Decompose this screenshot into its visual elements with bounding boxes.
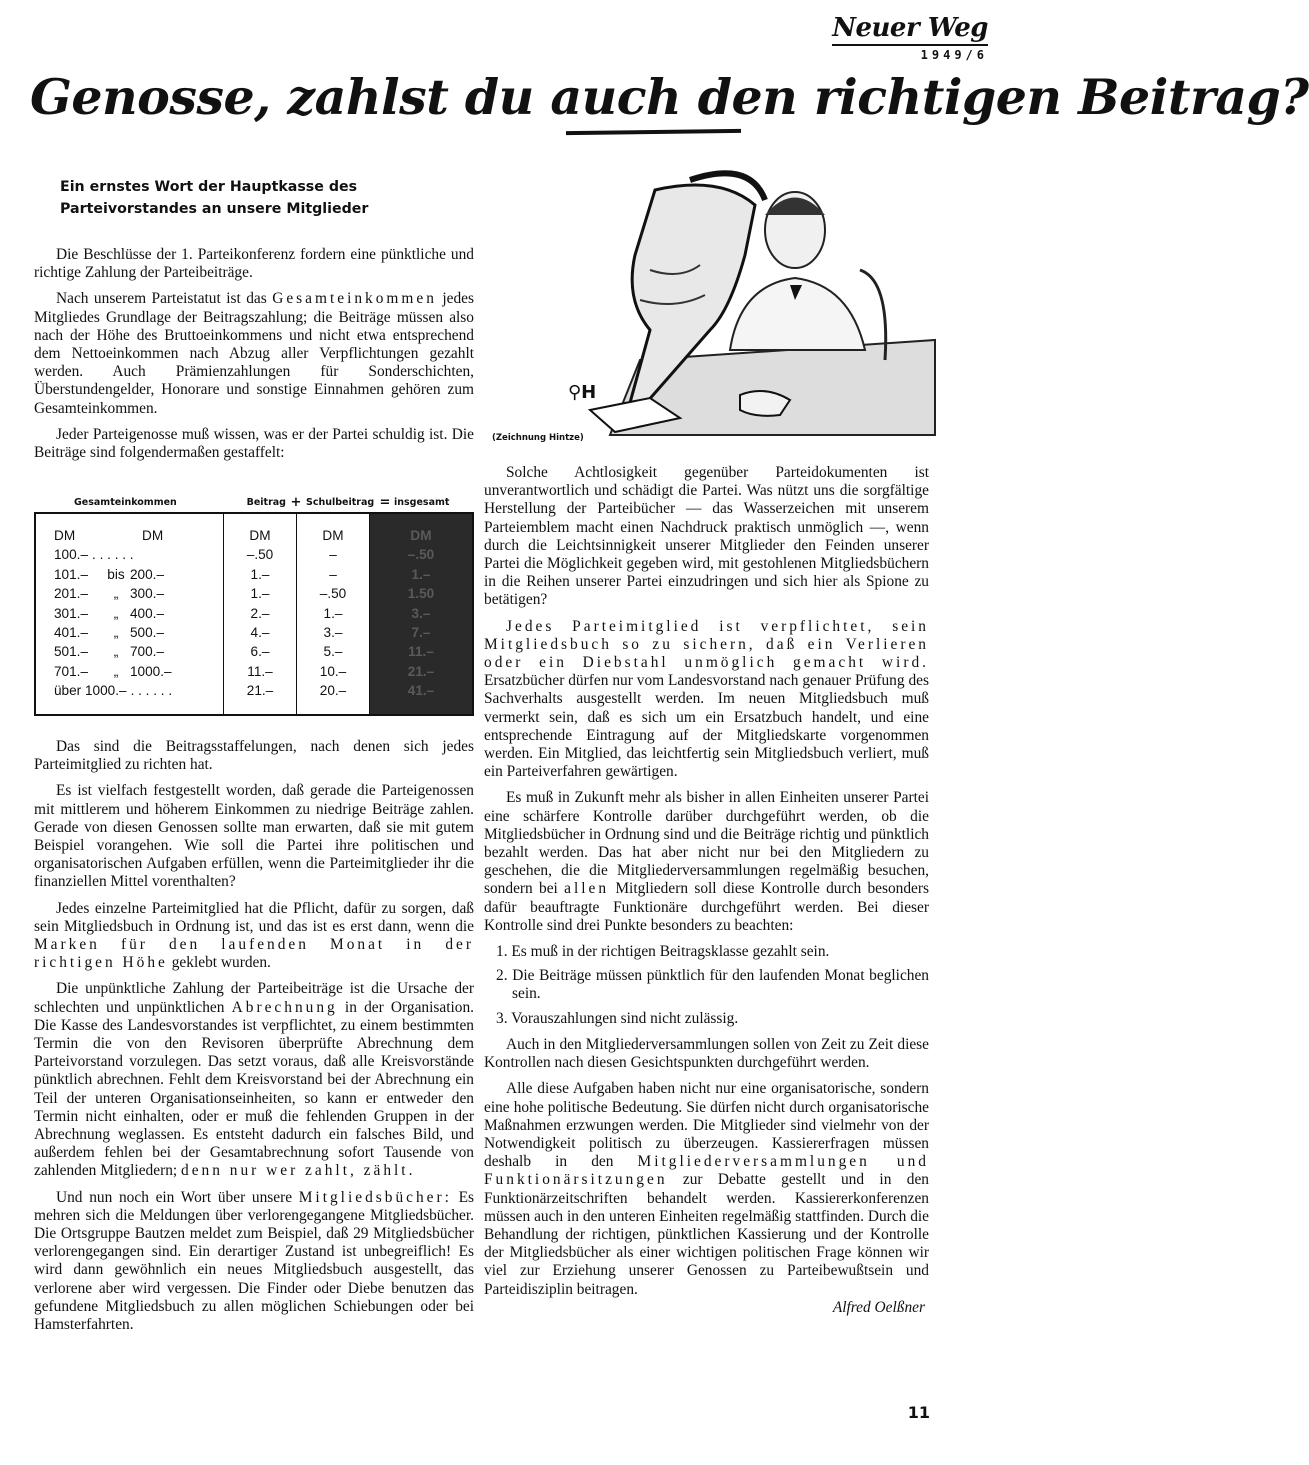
table-cell-total: –.50 [407,547,435,563]
table-cell-school: 5.– [323,644,343,660]
text: Es mehren sich die Meldungen über verlorengegangene Mitgliedsbücher. Die Ortsgruppe Bautzen meldet zum Beispiel, daß 29 Mitgliedsbücher verlorengegangen sind. Ein derartiger Zustand ist unbegreiflich! Es wird dann gewöhnlich ein neues Mitgliedsbuch ausgestellt, das verlorene aber wird vergessen. Die Finder oder Diebe benutzen das gefundene Mitgliedsbuch zu allen möglichen Schiebungen oder bei Hamsterfahrten. [34,1188,474,1334]
list-item: 3. Vorauszahlungen sind nicht zulässig. [496,1009,739,1027]
income-to: 400.– [130,605,165,621]
spaced-text: Gesamteinkommen [272,290,437,308]
table-cell-total: 41.– [407,683,435,699]
page-number: 11 [907,1403,930,1422]
table-cell-fee: 4.– [250,624,270,640]
table-cell-income [54,642,223,661]
unit-label: DM [54,528,76,543]
text: geklebt wurden. [167,954,271,972]
paragraph [34,1189,474,1335]
table-cell-income [54,623,223,642]
table-cell-total: 7.– [411,624,431,640]
illustration-caption: (Zeichnung Hintze) [492,433,584,443]
text: in der Organisation. Die Kasse des Landesvorstandes ist verpflichtet, zu einem bestimmten Termin die von den Revisoren überprüfte Abrechnung dem Parteivorstand vorzulegen. Das setzt voraus, daß alle Kreisvorstände pünktlich abrechnen. Fehlt dem Kreisvorstand bei der Abrechnung ein Teil der unteren Organisationseinheiten, so kann er entweder den Termin nicht einhalten, oder er muß die fehlenden Gruppen in der Abrechnung weglassen. Es entsteht dadurch ein falsches Bild, und außerdem fehlen bei der Gesamtabrechnung sofort Tausende von zahlenden Mitgliedern; [34,998,474,1180]
masthead-rule [832,44,988,46]
paragraph [34,900,474,973]
table-cell-fee: –.50 [246,547,274,563]
income-separator: „ [113,605,119,621]
text: Mitgliedern soll diese Kontrolle durch besonders dafür beauftragte Funktionäre durchgeführt werden. Bei dieser Kontrolle sind drei Punkte besonders zu beachten: [484,880,929,934]
header-equals: = [379,494,391,510]
income-to: 300.– [130,586,165,602]
income-to: 200.– [130,566,165,582]
income-from: 701.– [54,663,89,679]
left-column-bottom [34,738,474,1342]
paragraph: Jeder Parteigenosse muß wissen, was er der Partei schuldig ist. Die Beiträge sind folgendermaßen gestaffelt: [34,425,474,462]
income-separator: . . . . . . [92,547,134,563]
subhead: Ein ernstes Wort der Hauptkasse des Parteivorstandes an unsere Mitglieder [60,179,369,217]
table-cell-total: 11.– [408,644,434,660]
table-cell-total: 3.– [411,605,431,621]
svg-text:⚲H: ⚲H [568,382,597,403]
text: Alle diese Aufgaben haben nicht nur eine organisatorische, sondern eine hohe politische Bedeutung. Sie dürfen nicht durch organisatorische Maßnahmen erzwungen werden. Die Mitglieder sind vielmehr von der Notwendigkeit politisch zu überzeugen. Kassiererfragen müssen deshalb in den [484,1080,929,1171]
masthead-issue: 1949/6 [920,48,988,62]
table-cell-school: 3.– [323,624,343,640]
headline-underline [566,129,741,135]
text: Die unpünktliche Zahlung der Parteibeiträge ist die Ursache der schlechten und unpünktlichen [34,980,474,1016]
paragraph [484,618,929,782]
table-cell-income [54,584,223,603]
school-column [297,514,370,714]
unit-row [54,526,223,545]
table-cell-school: – [329,547,337,563]
header-plus: + [290,494,302,510]
table-cell-fee: 1.– [250,566,270,582]
paragraph: Das sind die Beitragsstaffelungen, nach denen sich jedes Parteimitglied zu richten hat. [34,738,474,774]
income-separator: . . . . . . [130,683,173,699]
checkpoint-list [484,943,929,1028]
table-cell-school: 1.– [323,605,343,621]
paragraph [484,789,929,935]
income-separator: „ [113,644,119,660]
contribution-table [34,494,474,716]
right-column [484,464,929,1317]
income-from: 301.– [54,605,89,621]
header-school: Schulbeitrag [306,496,375,508]
unit-label: DM [410,528,432,543]
spaced-text: allen [564,880,610,898]
table-cell-income [54,604,223,623]
unit-label: DM [142,528,164,543]
income-separator: „ [113,624,119,640]
paragraph [34,290,474,417]
signature: Alfred Oelßner [832,1298,925,1316]
text: Nach unserem Parteistatut ist das [56,290,273,308]
text: Und nun noch ein Wort über unsere [56,1188,299,1206]
table-cell-fee: 11.– [247,663,273,679]
table-cell-total: 21.– [407,663,435,679]
paragraph [34,980,474,1180]
income-from: über 1000.– [54,683,127,699]
headline: Genosse, zahlst du auch den richtigen Beitrag? [30,68,1309,126]
masthead [832,14,988,62]
income-to: 1000.– [130,663,172,679]
table-cell-total: 1.50 [407,586,435,602]
paragraph: Es ist vielfach festgestellt worden, daß gerade die Parteigenossen mit mittlerem und höherem Einkommen zu niedrige Beiträge zahlen. Gerade von diesen Genossen sollte man erwarten, daß sie mit gutem Beispiel vorangehen. Wie soll die Partei ihre politischen und organisatorischen Aufgaben erfüllen, wenn die Parteimitglieder ihr die finanziellen Mittel vorenthalten? [34,782,474,891]
table-cell-total: 1.– [411,566,431,582]
spaced-text: Jedes Parteimitglied ist verpflichtet, sein Mitgliedsbuch so zu sichern, daß ein Verlieren oder ein Diebstahl unmöglich gemacht wird. [484,617,929,672]
text: Jedes einzelne Parteimitglied hat die Pflicht, dafür zu sorgen, daß sein Mitgliedsbuch in Ordnung ist, und das ist es erst dann, wenn die [34,899,474,935]
income-separator: „ [113,586,119,602]
table-body [34,512,474,716]
income-separator: „ [113,663,119,679]
total-column [370,514,472,714]
spaced-text: Abrechnung [231,998,338,1016]
paragraph: Solche Achtlosigkeit gegenüber Parteidokumenten ist unverantwortlich und schädigt die Partei. Was nützt uns die sorgfältige Herstellung der Parteibücher — das Wasserzeichen mit unserem Parteiemblem macht einen Nachdruck praktisch unmöglich —, wenn durch die Leichtsinnigkeit unserer Mitglieder den Feinden unserer Partei die Möglichkeit gegeben wird, mit gestohlenen Mitgliedsbüchern in die Reihen unserer Partei einzudringen und sich hier als Spione zu betätigen? [484,464,929,609]
spaced-text: Mitgliederversammlungen und Funktionärsitzungen [484,1153,929,1189]
table-cell-fee: 1.– [250,586,270,602]
income-column [36,514,224,714]
income-separator: bis [107,566,125,582]
table-cell-income [54,545,223,564]
table-cell-school: – [329,566,337,582]
table-cell-fee: 6.– [250,644,270,660]
table-cell-school: 10.– [319,663,347,679]
paragraph: Auch in den Mitgliederversammlungen sollen von Zeit zu Zeit diese Kontrollen nach diesen Gesichtspunkten durchgeführt werden. [484,1035,929,1072]
income-from: 101.– [54,566,89,582]
text: zur Debatte gestellt und in den Funktionärzeitschriften behandelt werden. Kassiererkonferenzen müssen auch in den unteren Einheiten regelmäßig stattfinden. Durch die Behandlung der richtigen, pünktlichen Kassierung und der Kontrolle der Mitgliedsbücher als einer wichtigen politischen Frage können wir viel zur Erziehung unserer Genossen zu Parteibewußtsein und Parteidisziplin beitragen. [484,1171,929,1298]
income-to: 500.– [130,624,165,640]
income-from: 501.– [54,644,89,660]
paragraph [484,1080,929,1298]
left-column-top [34,246,474,470]
text: Ersatzbücher dürfen nur vom Landesvorstand nach genauer Prüfung des Sachverhalts ausgestellt werden. Im neuen Mitgliedsbuch muß vermerkt sein, daß es sich um ein Ersatzbuch handelt, und eine entsprechende Eintragung auf der Mitgliedskarte vorgenommen werden. Ein Mitglied, das leichtfertig sein Mitgliedsbuch verliert, muß ein Parteiverfahren gewärtigen. [484,672,929,781]
unit-label: DM [322,528,344,543]
text: jedes Mitgliedes Grundlage der Beitragszahlung; die Beiträge müssen also nach der Höhe des Bruttoeinkommens und nicht etwa entsprechend dem Nettoeinkommen nach Abzug aller Verpflichtungen gezahlt werden. Auch Prämienzahlungen für Sonderschichten, Überstundengelder, Honorare und sonstige Einnahmen gehören zum Gesamteinkommen. [34,290,474,417]
income-from: 100.– [54,547,89,563]
illustration-pointing-hand [490,160,935,435]
table-cell-school: 20.– [319,683,347,699]
spaced-text: Marken für den laufenden Monat in der richtigen Höhe [34,936,474,972]
table-cell-fee: 2.– [250,605,270,621]
header-fee: Beitrag [246,496,286,508]
table-cell-income [54,681,223,700]
table-cell-income [54,662,223,681]
paragraph: Die Beschlüsse der 1. Parteikonferenz fordern eine pünktliche und richtige Zahlung der Parteibeiträge. [34,246,474,282]
masthead-name: Neuer Weg [832,13,988,43]
header-income: Gesamteinkommen [74,496,177,508]
unit-label: DM [249,528,271,543]
list-item: 1. Es muß in der richtigen Beitragsklasse gezahlt sein. [496,943,830,961]
spaced-text: denn nur wer zahlt, zählt. [181,1162,416,1180]
income-from: 201.– [54,586,89,602]
table-cell-income [54,565,223,584]
income-from: 401.– [54,624,89,640]
spaced-text: Mitgliedsbücher: [298,1188,452,1206]
text: Es muß in Zukunft mehr als bisher in allen Einheiten unserer Partei eine schärfere Kontrolle darüber durchgeführt werden, ob die Mitgliedsbücher in Ordnung sind und die Beiträge richtig und pünktlich bezahlt werden. Das hat aber nicht nur bei den Mitgliedern zu geschehen, die die Mitgliederversammlungen regelmäßig besuchen, sondern bei [484,789,929,898]
fee-column [224,514,297,714]
income-to: 700.– [130,644,165,660]
table-header [34,494,474,510]
list-item: 2. Die Beiträge müssen pünktlich für den laufenden Monat beglichen sein. [496,967,929,1003]
table-cell-fee: 21.– [246,683,274,699]
table-cell-school: –.50 [319,586,347,602]
header-total: insgesamt [394,496,450,508]
